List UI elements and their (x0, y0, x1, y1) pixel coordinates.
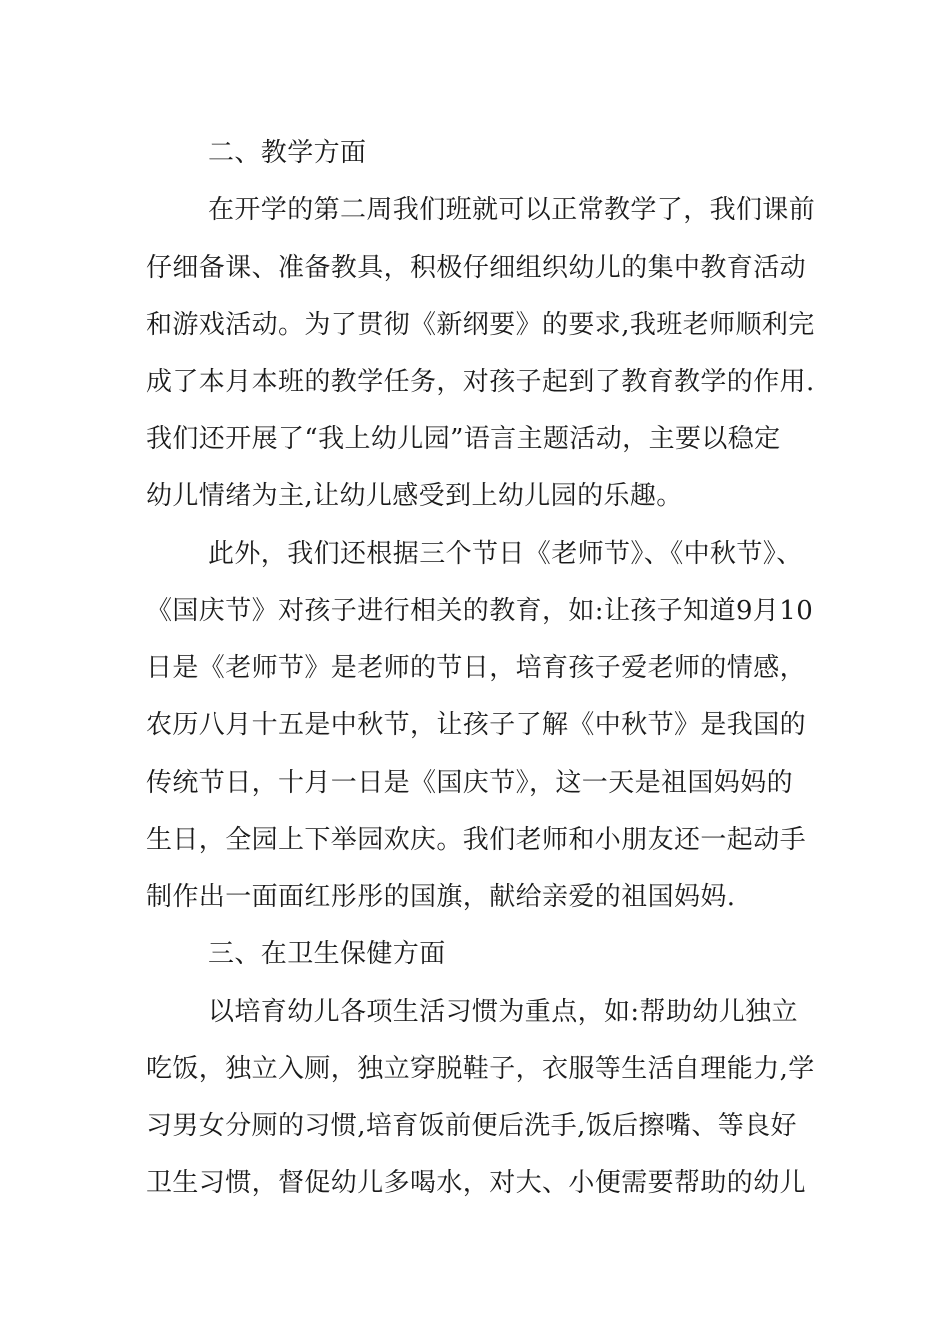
paragraph-line: 习男女分厕的习惯,培育饭前便后洗手,饭后擦嘴、等良好 (146, 1111, 797, 1141)
paragraph-line: 制作出一面面红彤彤的国旗，献给亲爱的祖国妈妈. (146, 882, 736, 912)
paragraph-line: 仔细备课、准备教具，积极仔细组织幼儿的集中教育活动 (146, 253, 807, 283)
paragraph-line: 幼儿情绪为主,让幼儿感受到上幼儿园的乐趣。 (146, 481, 683, 511)
paragraph-line: 吃饭，独立入厕，独立穿脱鞋子，衣服等生活自理能力,学 (146, 1054, 815, 1084)
paragraph-line: 和游戏活动。为了贯彻《新纲要》的要求,我班老师顺利完 (146, 310, 815, 340)
paragraph-line: 传统节日，十月一日是《国庆节》，这一天是祖国妈妈的 (146, 768, 794, 798)
paragraph-line: 日是《老师节》是老师的节日，培育孩子爱老师的情感， (146, 653, 807, 683)
paragraph-line: 农历八月十五是中秋节，让孩子了解《中秋节》是我国的 (146, 710, 807, 740)
paragraph-line: 我们还开展了“我上幼儿园”语言主题活动，主要以稳定 (146, 424, 781, 454)
paragraph-line: 成了本月本班的教学任务，对孩子起到了教育教学的作用. (146, 367, 815, 397)
paragraph-line: 《国庆节》对孩子进行相关的教育，如:让孩子知道9月10 (146, 596, 814, 626)
paragraph-line: 以培育幼儿各项生活习惯为重点，如:帮助幼儿独立 (208, 997, 798, 1027)
paragraph-line: 生日，全园上下举园欢庆。我们老师和小朋友还一起动手 (146, 825, 807, 855)
section-heading-teaching: 二、教学方面 (208, 138, 367, 168)
paragraph-line: 在开学的第二周我们班就可以正常教学了，我们课前 (208, 195, 816, 225)
paragraph-line: 此外，我们还根据三个节日《老师节》、《中秋节》、 (208, 539, 803, 569)
section-heading-health: 三、在卫生保健方面 (208, 939, 446, 969)
paragraph-line: 卫生习惯，督促幼儿多喝水，对大、小便需要帮助的幼儿 (146, 1168, 807, 1198)
